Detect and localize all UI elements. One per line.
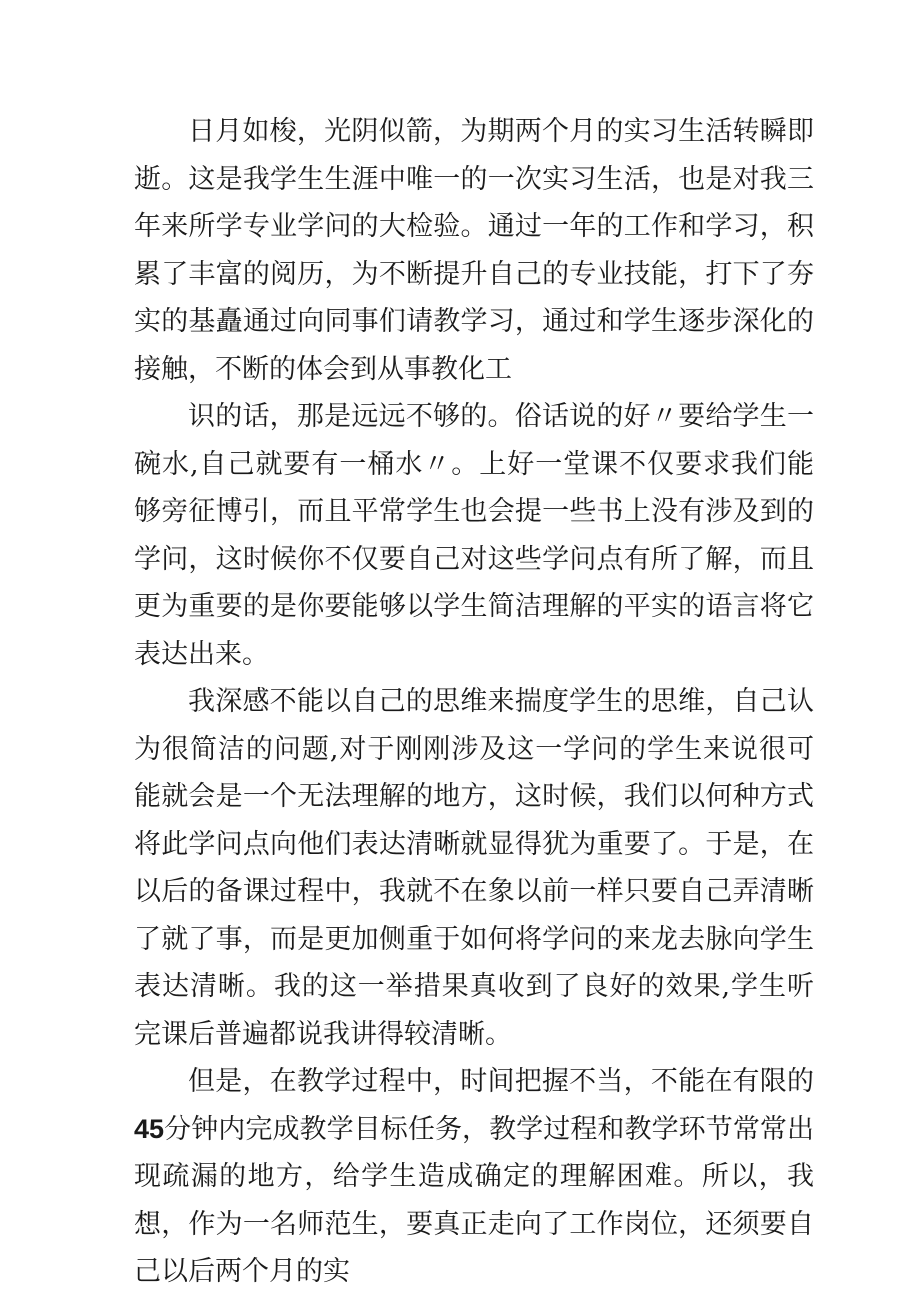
paragraph-2: 识的话，那是远远不够的。俗话说的好〃要给学生一碗水,自己就要有一桶水〃。上好一堂课不仅要求我们能够旁征博引，而且平常学生也会提一些书上没有涉及到的学问，这时候你不仅要自己对这些学问点有所了解，而且更为重要的是你要能够以学生简洁理解的平实的语言将它表达出来。 [134,401,814,670]
paragraph-3: 我深感不能以自己的思维来揣度学生的思维，自己认为很简洁的问题,对于刚刚涉及这一学问的学生来说很可能就会是一个无法理解的地方，这时候，我们以何种方式将此学问点向他们表达清晰就显得犹为重要了。于是，在以后的备课过程中，我就不在象以前一样只要自己弄清晰了就了事，而是更加侧重于如何将学问的来龙去脉向学生表达清晰。我的这一举措果真收到了良好的效果,学生听完课后普遍都说我讲得较清晰。 [134,686,814,1050]
paragraph-4-text-after: 分钟内完成教学目标任务，教学过程和教学环节常常出现疏漏的地方，给学生造成确定的理解困难。所以，我想，作为一名师范生，要真正走向了工作岗位，还须要自己以后两个月的实 [134,1113,814,1287]
paragraph-4 [134,1058,814,1296]
paragraph-4-text-before: 但是，在教学过程中，时间把握不当，不能在有限的 [188,1066,814,1097]
paragraph-1: 日月如梭，光阴似箭，为期两个月的实习生活转瞬即逝。这是我学生生涯中唯一的一次实习生活，也是对我三年来所学专业学问的大检验。通过一年的工作和学习，积累了丰富的阅历，为不断提升自己的专业技能，打下了夯实的基矗通过向同事们请教学习，通过和学生逐步深化的接触，不断的体会到从事教化工 [134,116,814,385]
paragraph-4-number: 45 [134,1113,165,1144]
document-body [134,108,814,1296]
